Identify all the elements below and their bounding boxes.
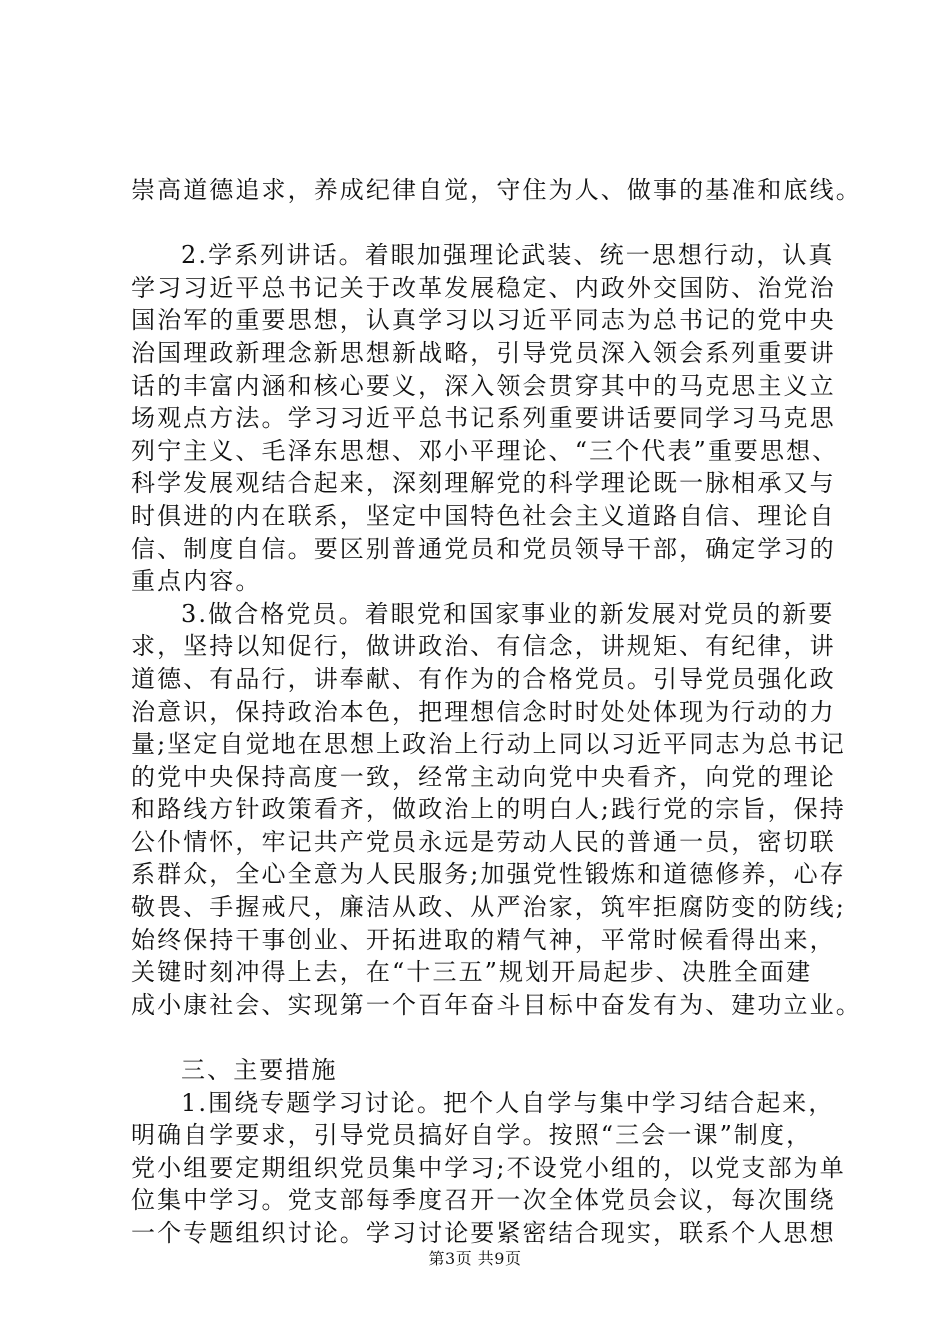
text-line: 话的丰富内涵和核心要义，深入领会贯穿其中的马克思主义立 xyxy=(131,371,836,400)
paragraph-gap xyxy=(131,207,831,240)
text-line: 列宁主义、毛泽东思想、邓小平理论、“三个代表”重要思想、 xyxy=(131,436,839,465)
text-line: 3.做合格党员。着眼党和国家事业的新发展对党员的新要 xyxy=(181,599,835,628)
text-line: 求，坚持以知促行，做讲政治、有信念，讲规矩、有纪律，讲 xyxy=(131,632,836,661)
text-line: 始终保持干事创业、开拓进取的精气神，平常时候看得出来， xyxy=(131,925,836,954)
text-line: 治国理政新理念新思想新战略，引导党员深入领会系列重要讲 xyxy=(131,338,836,367)
text-line: 1.围绕专题学习讨论。把个人自学与集中学习结合起来， xyxy=(181,1088,835,1117)
text-line: 公仆情怀，牢记共产党员永远是劳动人民的普通一员，密切联 xyxy=(131,827,836,856)
text-line: 时俱进的内在联系，坚定中国特色社会主义道路自信、理论自 xyxy=(131,501,836,530)
text-line: 成小康社会、实现第一个百年奋斗目标中奋发有为、建功立业。 xyxy=(131,990,862,1019)
text-line: 科学发展观结合起来，深刻理解党的科学理论既一脉相承又与 xyxy=(131,469,836,498)
text-line: 量;坚定自觉地在思想上政治上行动上同以习近平同志为总书记 xyxy=(131,730,846,759)
text-line: 党小组要定期组织党员集中学习;不设党小组的，以党支部为单 xyxy=(131,1153,846,1182)
text-line: 一个专题组织讨论。学习讨论要紧密结合现实，联系个人思想 xyxy=(131,1219,836,1247)
paragraph-gap xyxy=(131,1021,831,1054)
text-line: 关键时刻冲得上去，在“十三五”规划开局起步、决胜全面建 xyxy=(131,958,813,987)
text-line: 国治军的重要思想，认真学习以习近平同志为总书记的党中央 xyxy=(131,306,836,335)
page-number-label: 第3页 共9页 xyxy=(428,1249,522,1268)
page-footer xyxy=(0,1246,950,1269)
text-line: 的党中央保持高度一致，经常主动向党中央看齐，向党的理论 xyxy=(131,762,836,791)
text-line: 重点内容。 xyxy=(131,567,262,596)
text-line: 2.学系列讲话。着眼加强理论武装、统一思想行动，认真 xyxy=(181,241,835,270)
text-line: 学习习近平总书记关于改革发展稳定、内政外交国防、治党治 xyxy=(131,273,836,302)
document-body xyxy=(131,174,862,1250)
text-line: 道德、有品行，讲奉献、有作为的合格党员。引导党员强化政 xyxy=(131,664,836,693)
text-line: 场观点方法。学习习近平总书记系列重要讲话要同学习马克思 xyxy=(131,404,836,433)
section-heading: 三、主要措施 xyxy=(181,1056,338,1085)
text-line: 明确自学要求，引导党员搞好自学。按照“三会一课”制度， xyxy=(131,1121,813,1150)
text-line: 位集中学习。党支部每季度召开一次全体党员会议，每次围绕 xyxy=(131,1186,836,1215)
text-line: 和路线方针政策看齐，做政治上的明白人;践行党的宗旨，保持 xyxy=(131,795,846,824)
text-line: 系群众，全心全意为人民服务;加强党性锻炼和道德修养，心存 xyxy=(131,860,846,889)
text-line: 治意识，保持政治本色，把理想信念时时处处体现为行动的力 xyxy=(131,697,836,726)
text-line: 崇高道德追求，养成纪律自觉，守住为人、做事的基准和底线。 xyxy=(131,176,862,204)
text-line: 敬畏、手握戒尺，廉洁从政、从严治家，筑牢拒腐防变的防线; xyxy=(131,893,846,922)
text-line: 信、制度自信。要区别普通党员和党员领导干部，确定学习的 xyxy=(131,534,836,563)
